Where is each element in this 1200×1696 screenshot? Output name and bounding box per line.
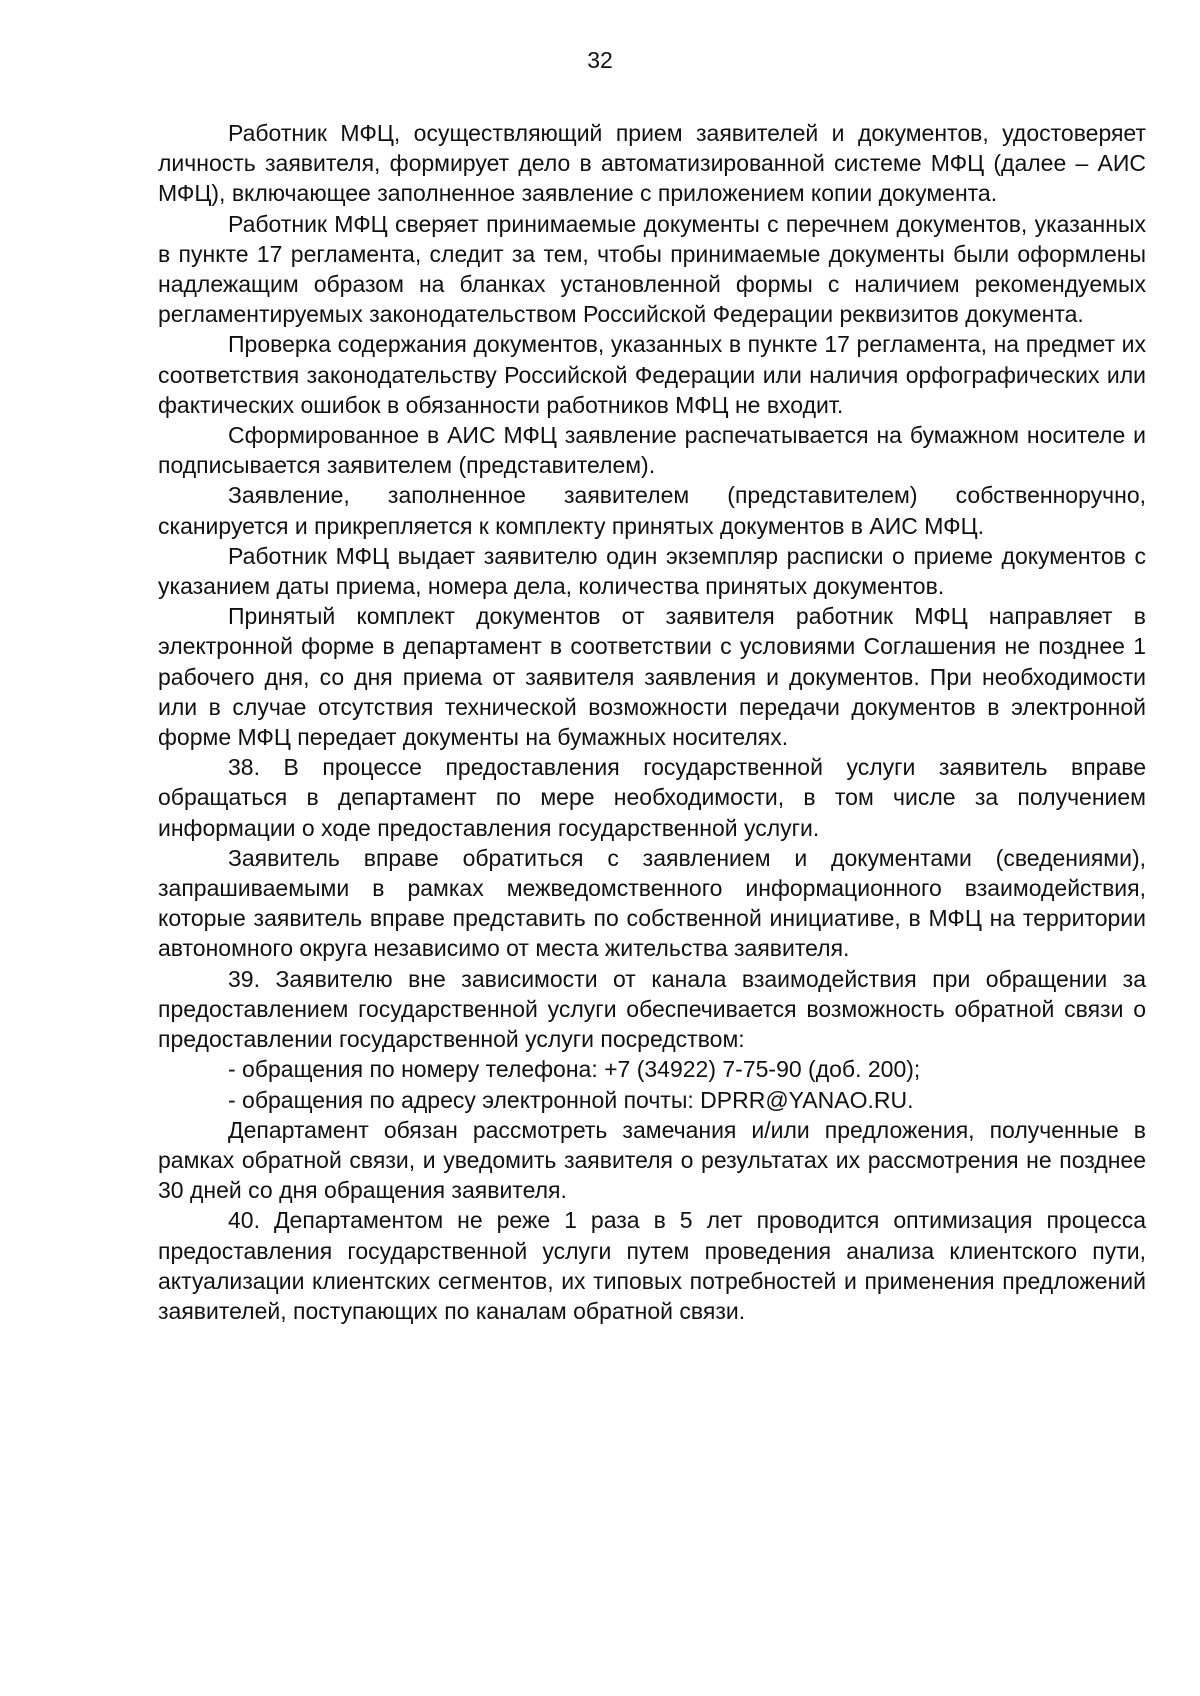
paragraph: Работник МФЦ сверяет принимаемые документы с перечнем документов, указанных в пункте 17 регламента, следит за тем, чтобы принимаемые документы были оформлены надлежащим образом на бланках установленной формы с наличием рекомендуемых регламентируемых законодательством Российской Федерации реквизитов документа. [158,210,1146,328]
page-number: 32 [587,47,613,73]
paragraph-item-40: 40. Департаментом не реже 1 раза в 5 лет проводится оптимизация процесса предоставления государственной услуги путем проведения анализа клиентского пути, актуализации клиентских сегментов, их типовых потребностей и применения предложений заявителей, поступающих по каналам обратной связи. [158,1207,1146,1324]
paragraph: Заявитель вправе обратиться с заявлением и документами (сведениями), запрашиваемыми в рамках межведомственного информационного взаимодействия, которые заявитель вправе представить по собственной инициативе, в МФЦ на территории автономного округа независимо от места жительства заявителя. [158,844,1146,962]
paragraph: Проверка содержания документов, указанных в пункте 17 регламента, на предмет их соответствия законодательству Российской Федерации или наличия орфографических или фактических ошибок в обязанности работников МФЦ не входит. [158,331,1146,418]
paragraph: Работник МФЦ, осуществляющий прием заявителей и документов, удостоверяет личность заявителя, формирует дело в автоматизированной системе МФЦ (далее – АИС МФЦ), включающее заполненное заявление с приложением копии документа. [158,120,1146,207]
email-contact-item: - обращения по адресу электронной почты: DPRR@YANAO.RU. [228,1086,914,1113]
paragraph-item-39: 39. Заявителю вне зависимости от канала взаимодействия при обращении за предоставлением государственной услуги обеспечивается возможность обратной связи о предоставлении государственной услуги посредством: [158,965,1146,1053]
phone-contact-item: - обращения по номеру телефона: +7 (34922) 7-75-90 (доб. 200); [228,1056,921,1083]
paragraph: Департамент обязан рассмотреть замечания и/или предложения, полученные в рамках обратной связи, и уведомить заявителя о результатах их рассмотрения не позднее 30 дней со дня обращения заявителя. [158,1116,1146,1204]
paragraph: Принятый комплект документов от заявителя работник МФЦ направляет в электронной форме в департамент в соответствии с условиями Соглашения не позднее 1 рабочего дня, со дня приема от заявителя заявления и документов. При необходимости или в случае отсутствия технической возможности передачи документов в электронной форме МФЦ передает документы на бумажных носителях. [158,603,1146,751]
paragraph: Сформированное в АИС МФЦ заявление распечатывается на бумажном носителе и подписывается заявителем (представителем). [158,422,1146,479]
paragraph-item-38: 38. В процессе предоставления государственной услуги заявитель вправе обращаться в департамент по мере необходимости, в том числе за получением информации о ходе предоставления государственной услуги. [158,754,1146,841]
paragraph: Работник МФЦ выдает заявителю один экземпляр расписки о приеме документов с указанием даты приема, номера дела, количества принятых документов. [158,542,1146,600]
paragraph: Заявление, заполненное заявителем (представителем) собственноручно, сканируется и прикрепляется к комплекту принятых документов в АИС МФЦ. [158,482,1146,539]
document-body [158,118,1146,1326]
